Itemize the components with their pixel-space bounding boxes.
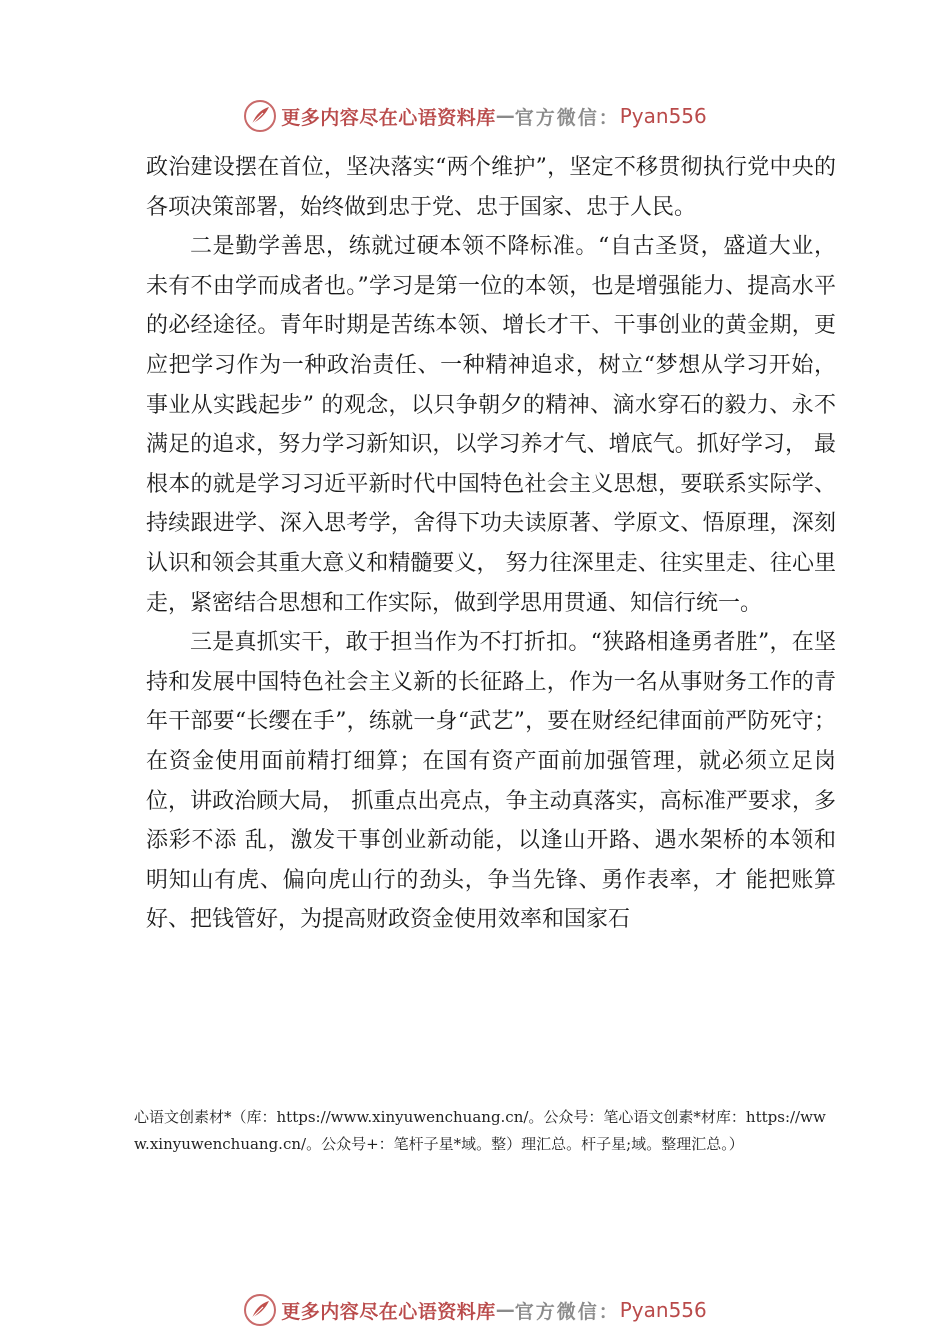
paragraph-action: 三是真抓实干，敢于担当作为不打折扣。“狭路相逢勇者胜”，在坚持和发展中国特色社会主义新的长征路上，作为一名从事财务工作的青年干部要“长缨在手”，练就一身“武艺”，要在财经纪律面前严防死守；在资金使用面前精打细算；在国有资产面前加强管理，就必须立足岗位，讲政治顾大局， 抓重点出亮点，争主动真落实，高标准严要求，多添彩不添 乱，激发干事创业新动能，以逢山开路、遇水架桥的本领和 明知山有虎、偏向虎山行的劲头，争当先锋、勇作表率，才 能把账算好、把钱管好，为提高财政资金使用效率和国家石 bbox=[146, 630, 836, 933]
paragraph-study: 二是勤学善思，练就过硬本领不降标准。“自古圣贤，盛道大业，未有不由学而成者也。”学习是第一位的本领，也是增强能力、提高水平的必经途径。青年时期是苦练本领、增长才干、干事创业的黄金期，更应把学习作为一种政治责任、一种精神追求，树立“梦想从学习开始，事业从实践起步” 的观念，以只争朝夕的精神、滴水穿石的毅力、永不满足的追求，努力学习新知识，以学习养才气、增底气。抓好学习， 最根本的就是学习习近平新时代中国特色社会主义思想，要联系实际学、持续跟进学、深入思考学，舍得下功夫读原著、学原文、悟原理，深刻认识和领会其重大意义和精髓要义， 努力往深里走、往实里走、往心里走，紧密结合思想和工作实际，做到学思用贯通、知信行统一。 bbox=[146, 234, 836, 616]
watermark-brand: 更多内容尽在心语资料库 bbox=[281, 1300, 496, 1323]
watermark-separator: — bbox=[495, 1299, 515, 1321]
watermark-wechat-id: Pyan556 bbox=[619, 1298, 707, 1322]
feather-pen-icon bbox=[243, 1293, 277, 1327]
feather-pen-icon bbox=[243, 99, 277, 133]
source-footnote: 心语文创素材*（库：https://www.xinyuwenchuang.cn/。公众号：笔心语文创素*材库：https://www.xinyuwenchuang.cn/。公众号+：笔杆子星*域。整）理汇总。杆子星;域。整理汇总。） bbox=[134, 1108, 826, 1153]
header-watermark bbox=[0, 96, 950, 136]
document-body bbox=[146, 148, 836, 940]
watermark-official-label: 官方微信： bbox=[514, 1300, 620, 1323]
watermark-brand: 更多内容尽在心语资料库 bbox=[281, 106, 496, 129]
watermark-separator: — bbox=[495, 105, 515, 127]
footer-watermark bbox=[0, 1290, 950, 1330]
paragraph-continuation: 政治建设摆在首位，坚决落实“两个维护”，坚定不移贯彻执行党中央的各项决策部署，始终做到忠于党、忠于国家、忠于人民。 bbox=[146, 155, 836, 220]
watermark-wechat-id: Pyan556 bbox=[619, 104, 707, 128]
watermark-official-label: 官方微信： bbox=[514, 106, 620, 129]
